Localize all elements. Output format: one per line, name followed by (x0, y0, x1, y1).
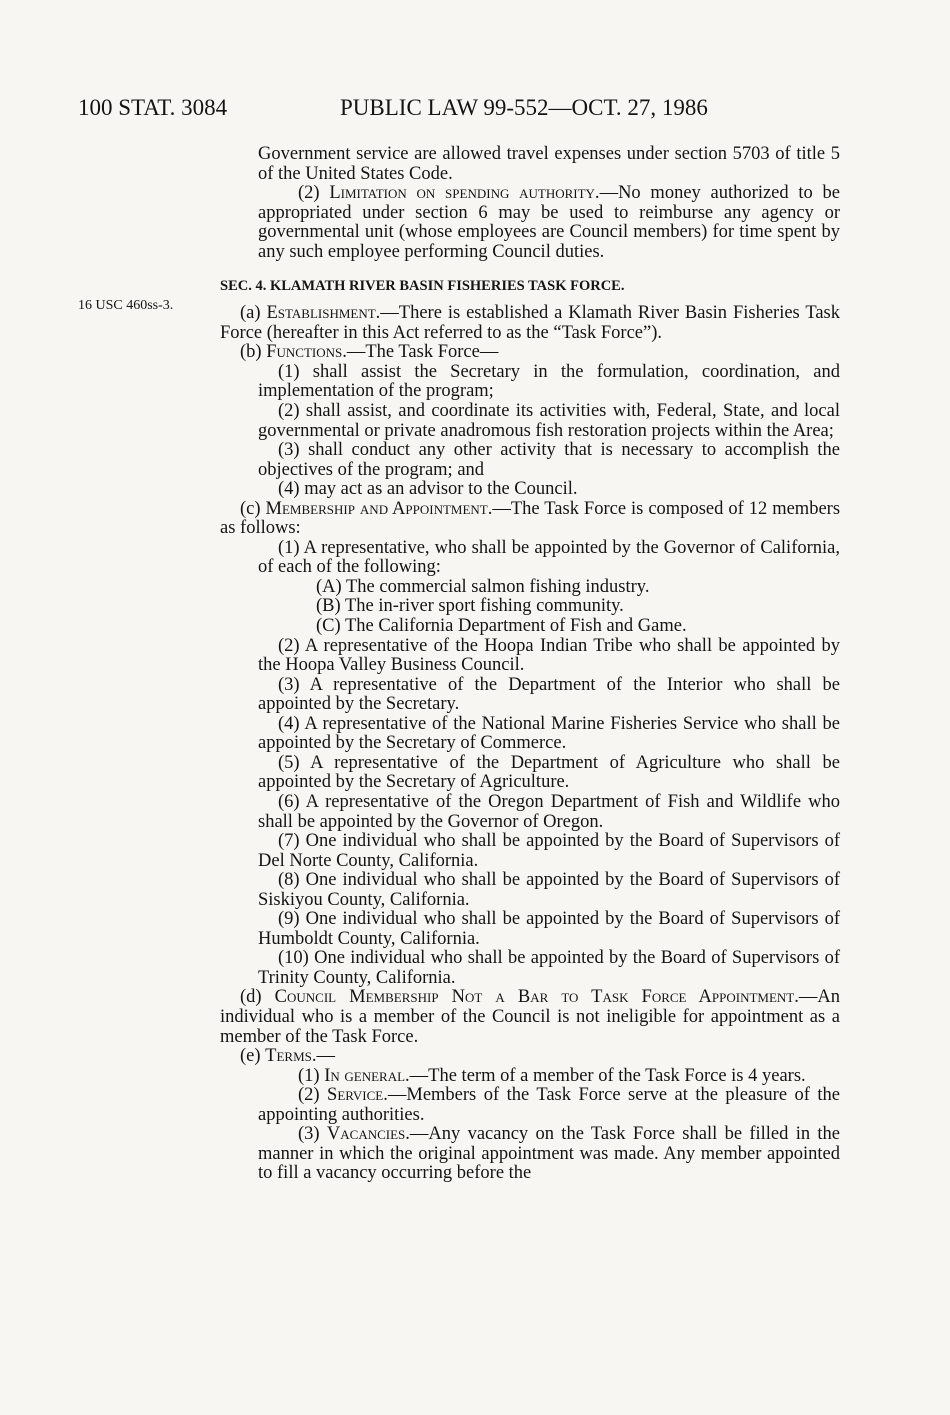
paragraph-terms-vacancies: (3) Vacancies.—Any vacancy on the Task Force shall be filled in the manner in which the original appointment was made. Any member appointed to fill a vacancy occurring before the (258, 1124, 841, 1184)
run-in-heading: Service. (327, 1085, 388, 1106)
paragraph-limitation: (2) Limitation on spending authority.—No money authorized to be appropriated under section 6 may be used to reimburse any agency or governmental unit (whose employees are Council members) for time spent by any such employee performing Council duties. (258, 183, 841, 262)
sub-list-item: (B) The in-river sport fishing community. (316, 596, 624, 617)
usc-margin-note: 16 USC 460ss-3. (78, 298, 174, 313)
subsection-b: (b) Functions.—The Task Force— (240, 342, 499, 363)
section-heading: SEC. 4. KLAMATH RIVER BASIN FISHERIES TASK FORCE. (220, 278, 625, 295)
sub-list-item: (C) The California Department of Fish and Game. (316, 616, 687, 637)
paragraph-terms-general: (1) In general.—The term of a member of the Task Force is 4 years. (298, 1065, 806, 1086)
list-item: (2) shall assist, and coordinate its activities with, Federal, State, and local governmental or private anadromous fish restoration projects within the Area; (258, 401, 840, 441)
list-item: (3) A representative of the Department of the Interior who shall be appointed by the Secretary. (258, 674, 840, 715)
sub-list-item: (A) The commercial salmon fishing industry. (316, 576, 650, 597)
public-law-title: PUBLIC LAW 99-552—OCT. 27, 1986 (340, 95, 708, 120)
run-in-heading: Council Membership Not a Bar to Task Force Appointment. (274, 987, 799, 1008)
list-item: (10) One individual who shall be appointed by the Board of Supervisors of Trinity County, California. (258, 948, 840, 988)
continued-paragraph: Government service are allowed travel expenses under section 5703 of title 5 of the United States Code. (258, 144, 840, 184)
list-item: (1) shall assist the Secretary in the formulation, coordination, and implementation of the program; (258, 361, 840, 402)
list-item: (9) One individual who shall be appointed by the Board of Supervisors of Humboldt County, California. (258, 909, 840, 949)
paragraph-terms-service: (2) Service.—Members of the Task Force serve at the pleasure of the appointing authorities. (258, 1085, 840, 1125)
run-in-heading: Functions. (266, 342, 347, 363)
run-in-heading: Terms. (265, 1046, 317, 1067)
body-text (220, 145, 840, 1184)
run-in-heading: In general. (324, 1065, 410, 1086)
subsection-a: (a) Establishment.—There is established a Klamath River Basin Fisheries Task Force (hereafter in this Act referred to as the “Task Force”). (220, 303, 840, 343)
list-item: (1) A representative, who shall be appointed by the Governor of California, of each of the following: (258, 537, 840, 578)
run-in-heading: Membership and Appointment. (265, 498, 493, 519)
list-item: (8) One individual who shall be appointed by the Board of Supervisors of Siskiyou County, California. (258, 870, 840, 910)
run-in-heading: Limitation on spending authority. (329, 183, 600, 204)
subsection-c: (c) Membership and Appointment.—The Task Force is composed of 12 members as follows: (220, 498, 841, 539)
subsection-e: (e) Terms.— (240, 1046, 335, 1067)
list-item: (6) A representative of the Oregon Department of Fish and Wildlife who shall be appointed by the Governor of Oregon. (258, 791, 840, 832)
list-item: (3) shall conduct any other activity that is necessary to accomplish the objectives of the program; and (258, 440, 840, 480)
list-item: (5) A representative of the Department of Agriculture who shall be appointed by the Secretary of Agriculture. (258, 752, 840, 793)
list-item: (4) may act as an advisor to the Council. (278, 479, 578, 500)
run-in-heading: Vacancies. (326, 1124, 410, 1145)
stat-citation: 100 STAT. 3084 (78, 95, 228, 120)
list-item: (4) A representative of the National Marine Fisheries Service who shall be appointed by the Secretary of Commerce. (258, 713, 840, 754)
list-item: (2) A representative of the Hoopa Indian Tribe who shall be appointed by the Hoopa Valley Business Council. (258, 635, 840, 676)
subsection-d: (d) Council Membership Not a Bar to Task Force Appointment.—An individual who is a member of the Council is not ineligible for appointment as a member of the Task Force. (220, 987, 840, 1047)
run-in-heading: Establishment. (266, 303, 381, 324)
list-item: (7) One individual who shall be appointed by the Board of Supervisors of Del Norte County, California. (258, 831, 840, 871)
